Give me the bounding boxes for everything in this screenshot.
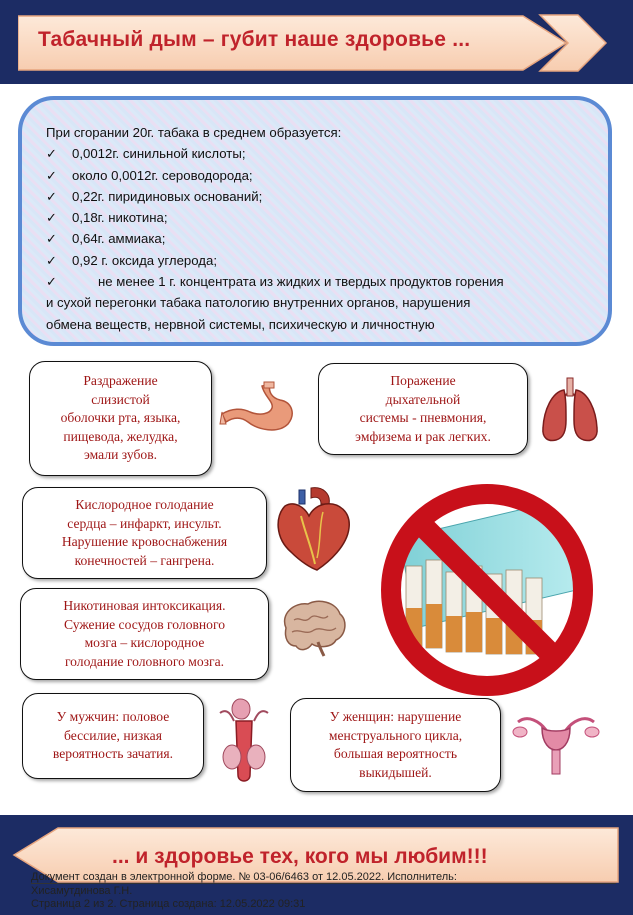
header-divider (0, 84, 633, 88)
check-icon: ✓ (46, 167, 58, 183)
list-item: ✓ 0,18г. никотина; (46, 207, 591, 228)
check-icon: ✓ (46, 146, 58, 162)
card-respiratory-damage: Поражение дыхательной системы - пневмония, эмфизема и рак легких. (318, 363, 528, 455)
info-intro: При сгорании 20г. табака в среднем образуется: (46, 125, 342, 140)
header-chevron-icon (530, 12, 610, 74)
card-mouth-irritation: Раздражение слизистой оболочки рта, языка, пищевода, желудка, эмали зубов. (29, 361, 212, 476)
card-nicotine-intoxication: Никотиновая интоксикация. Сужение сосудов головного мозга – кислородное голодание головного мозга. (20, 588, 269, 680)
list-item: ✓ 0,0012г. синильной кислоты; (46, 143, 591, 164)
card-heart-hypoxia: Кислородное голодание сердца – инфаркт, инсульт. Нарушение кровоснабжения конечностей – гангрена. (22, 487, 267, 579)
list-item: ✓ не менее 1 г. концентрата из жидких и твердых продуктов горения (46, 271, 591, 292)
list-item: ✓ 0,22г. пиридиновых оснований; (46, 186, 591, 207)
info-text (46, 122, 591, 335)
stomach-icon (218, 378, 302, 436)
info-tail-line: обмена веществ, нервной системы, психическую и личностную (46, 316, 435, 332)
no-smoking-sign (370, 478, 605, 703)
document-stamp (31, 871, 457, 912)
info-tail-line: и сухой перегонки табака патологию внутренних органов, нарушения (46, 295, 471, 311)
check-icon: ✓ (46, 210, 58, 226)
page-title: Табачный дым – губит наше здоровье ... (38, 28, 471, 51)
list-item: ✓ 0,64г. аммиака; (46, 228, 591, 249)
stamp-line-1: Документ создан в электронной форме. № 03-06/6463 от 12.05.2022. Исполнитель: (31, 871, 457, 883)
card-men: У мужчин: половое бессилие, низкая вероятность зачатия. (22, 693, 204, 779)
card-women: У женщин: нарушение менструального цикла, большая вероятность выкидышей. (290, 698, 501, 792)
list-item: ✓ около 0,0012г. сероводорода; (46, 165, 591, 186)
check-icon: ✓ (46, 252, 58, 268)
footer-title: ... и здоровье тех, кого мы любим!!! (112, 845, 488, 868)
check-icon: ✓ (46, 231, 58, 247)
heart-icon (271, 486, 355, 572)
stamp-line-3: Страница 2 из 2. Страница создана: 12.05.2022 09:31 (31, 898, 306, 910)
lungs-icon (538, 376, 602, 444)
brain-icon (278, 598, 348, 658)
stamp-line-2: Хисамутдинова Г.Н. (31, 884, 133, 897)
male-reproductive-icon (210, 697, 280, 789)
female-reproductive-icon (510, 712, 602, 776)
list-item: ✓ 0,92 г. оксида углерода; (46, 250, 591, 271)
check-icon: ✓ (46, 188, 58, 204)
check-icon: ✓ (46, 274, 58, 290)
